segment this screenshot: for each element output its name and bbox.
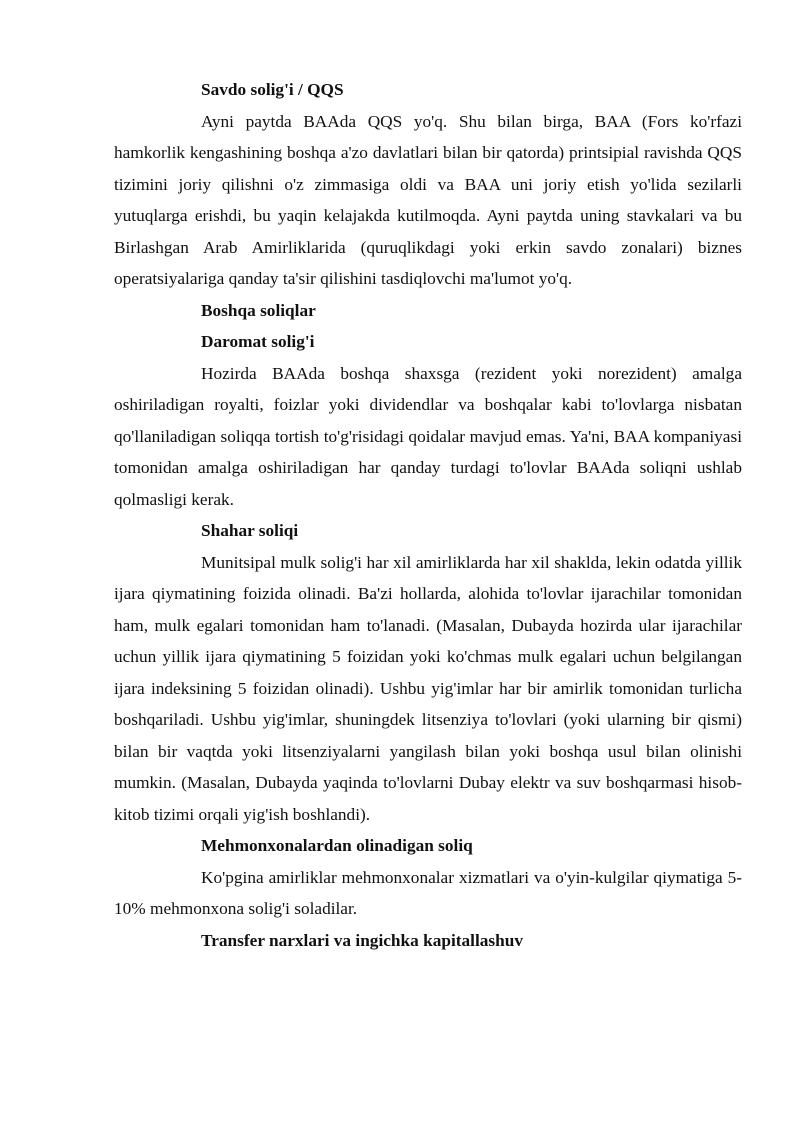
section-heading-municipal-tax: Shahar soliqi: [201, 521, 299, 540]
section-heading-other-taxes: Boshqa soliqlar: [201, 300, 316, 320]
paragraph-hotel-tax: Ko'pgina amirliklar mehmonxonalar xizmatlari va o'yin-kulgilar qiymatiga 5-10% mehmonxona solig'i soladilar.: [114, 867, 742, 918]
paragraph-municipal-tax: Munitsipal mulk solig'i har xil amirliklarda har xil shaklda, lekin odatda yillik ijara qiymatining foizida olinadi. Ba'zi hollarda, alohida to'lovlar ijarachilar tomonidan ham, mulk egalari tomonidan ham to'lanadi. (Masalan, Dubayda hozirda ular ijarachilar uchun yillik ijara qiymatining 5 foizidan yoki ko'chmas mulk egalari uchun belgilangan ijara indeksining 5 foizidan olinadi). Ushbu yig'imlar har bir amirlik tomonidan turlicha boshqariladi. Ushbu yig'imlar, shuningdek litsenziya to'lovlari (yoki ularning bir qismi) bilan bir vaqtda yoki litsenziyalarni yangilash bilan yoki boshqa usul bilan olinishi mumkin. (Masalan, Dubayda yaqinda to'lovlarni Dubay elektr va suv boshqarmasi hisob-kitob tizimi orqali yig'ish boshlandi).: [114, 552, 742, 824]
document-body: [114, 74, 742, 956]
paragraph-income-tax: Hozirda BAAda boshqa shaxsga (rezident yoki norezident) amalga oshiriladigan royalti, foizlar yoki dividendlar va boshqalar kabi to'lovlarga nisbatan qo'llaniladigan soliqqa tortish to'g'risidagi qoidalar mavjud emas. Ya'ni, BAA kompaniyasi tomonidan amalga oshiriladigan har qanday turdagi to'lovlar BAAda soliqni ushlab qolmasligi kerak.: [114, 363, 742, 509]
paragraph-sales-tax: Ayni paytda BAAda QQS yo'q. Shu bilan birga, BAA (Fors ko'rfazi hamkorlik kengashining boshqa a'zo davlatlari bilan bir qatorda) printsipial ravishda QQS tizimini joriy qilishni o'z zimmasiga oldi va BAA uni joriy etish yo'lida sezilarli yutuqlarga erishdi, bu yaqin kelajakda kutilmoqda. Ayni paytda uning stavkalari va bu Birlashgan Arab Amirliklarida (quruqlikdagi yoki erkin savdo zonalari) biznes operatsiyalariga qanday ta'sir qilishini tasdiqlovchi ma'lumot yo'q.: [114, 111, 742, 288]
section-heading-hotel-tax: Mehmonxonalardan olinadigan soliq: [201, 836, 473, 855]
section-heading-transfer-pricing: Transfer narxlari va ingichka kapitallashuv: [201, 930, 523, 950]
section-heading-sales-tax: Savdo solig'i / QQS: [201, 80, 344, 99]
section-heading-income-tax: Daromat solig'i: [201, 332, 315, 351]
